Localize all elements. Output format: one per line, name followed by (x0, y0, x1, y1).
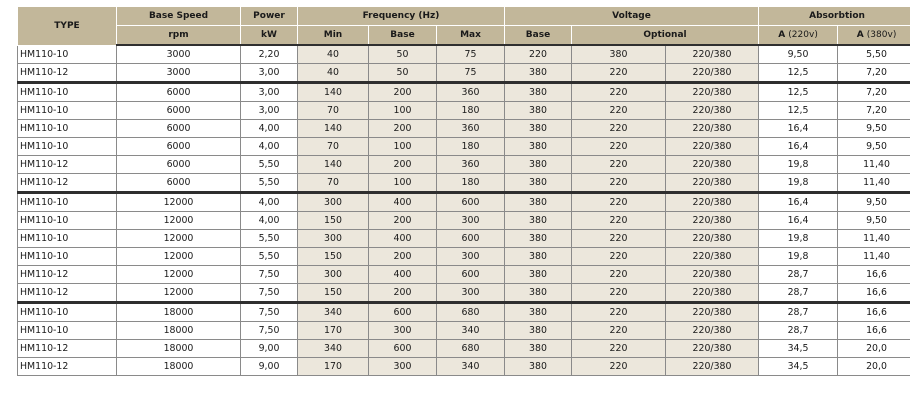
absorbtion-220-cell: 19,8 (759, 230, 838, 248)
absorbtion-380-cell: 9,50 (838, 212, 910, 230)
freq-base-cell: 400 (369, 230, 437, 248)
absorbtion-220-cell: 9,50 (759, 45, 838, 64)
power-cell: 5,50 (241, 248, 298, 266)
rpm-cell: 12000 (117, 193, 241, 212)
freq-max-cell: 300 (437, 284, 505, 303)
freq-base-cell: 50 (369, 45, 437, 64)
freq-base-cell: 200 (369, 248, 437, 266)
voltage-optional-cell: 220 (572, 138, 666, 156)
freq-base-cell: 100 (369, 174, 437, 193)
freq-max-cell: 360 (437, 120, 505, 138)
rpm-cell: 6000 (117, 102, 241, 120)
power-cell: 9,00 (241, 340, 298, 358)
freq-base-cell: 600 (369, 340, 437, 358)
table-row (18, 248, 910, 266)
voltage-optional-cell: 220 (572, 83, 666, 102)
freq-min-cell: 40 (298, 64, 369, 83)
freq-base-cell: 50 (369, 64, 437, 83)
type-cell: HM110-12 (18, 174, 117, 193)
power-cell: 7,50 (241, 303, 298, 322)
voltage-optional-cell: 220 (572, 322, 666, 340)
type-cell: HM110-12 (18, 340, 117, 358)
table-row (18, 212, 910, 230)
freq-base-cell: 100 (369, 138, 437, 156)
voltage-dual-cell: 220/380 (666, 303, 759, 322)
voltage-dual-cell: 220/380 (666, 248, 759, 266)
absorbtion-220-cell: 34,5 (759, 340, 838, 358)
absorbtion-380-cell: 20,0 (838, 340, 910, 358)
absorbtion-380-cell: 11,40 (838, 174, 910, 193)
voltage-dual-cell: 220/380 (666, 120, 759, 138)
voltage-base-cell: 380 (505, 340, 572, 358)
voltage-optional-header: Optional (572, 26, 759, 46)
absorbtion-380-cell: 7,20 (838, 83, 910, 102)
freq-base-cell: 200 (369, 212, 437, 230)
table-row (18, 340, 910, 358)
type-cell: HM110-12 (18, 358, 117, 376)
voltage-base-cell: 380 (505, 266, 572, 284)
voltage-base-cell: 380 (505, 322, 572, 340)
voltage-dual-cell: 220/380 (666, 193, 759, 212)
rpm-cell: 6000 (117, 120, 241, 138)
absorbtion-220-cell: 12,5 (759, 102, 838, 120)
rpm-cell: 6000 (117, 138, 241, 156)
absorbtion-220-cell: 19,8 (759, 156, 838, 174)
freq-base-cell: 100 (369, 102, 437, 120)
rpm-cell: 6000 (117, 156, 241, 174)
voltage-dual-cell: 220/380 (666, 340, 759, 358)
voltage-base-cell: 380 (505, 120, 572, 138)
absorbtion-380-cell: 11,40 (838, 248, 910, 266)
absorbtion-380-cell: 11,40 (838, 156, 910, 174)
volt-220-label: (220v) (788, 30, 818, 40)
freq-min-cell: 300 (298, 193, 369, 212)
freq-min-cell: 340 (298, 303, 369, 322)
freq-base-cell: 200 (369, 284, 437, 303)
rpm-cell: 12000 (117, 248, 241, 266)
freq-base-cell: 300 (369, 322, 437, 340)
freq-max-cell: 180 (437, 174, 505, 193)
power-header: Power (241, 7, 298, 26)
absorbtion-380-cell: 5,50 (838, 45, 910, 64)
table-row (18, 45, 910, 64)
rpm-cell: 18000 (117, 358, 241, 376)
voltage-optional-cell: 220 (572, 230, 666, 248)
type-cell: HM110-10 (18, 120, 117, 138)
type-cell: HM110-10 (18, 83, 117, 102)
amp-label: A (778, 30, 786, 40)
absorbtion-380-cell: 16,6 (838, 284, 910, 303)
absorbtion-380-cell: 16,6 (838, 303, 910, 322)
voltage-dual-cell: 220/380 (666, 284, 759, 303)
voltage-optional-cell: 220 (572, 102, 666, 120)
rpm-cell: 3000 (117, 45, 241, 64)
freq-min-cell: 140 (298, 83, 369, 102)
freq-min-cell: 170 (298, 322, 369, 340)
type-cell: HM110-10 (18, 248, 117, 266)
voltage-dual-cell: 220/380 (666, 138, 759, 156)
absorbtion-220-header (759, 26, 838, 46)
absorbtion-380-cell: 9,50 (838, 138, 910, 156)
voltage-dual-cell: 220/380 (666, 230, 759, 248)
absorbtion-380-cell: 7,20 (838, 102, 910, 120)
absorbtion-header: Absorbtion (759, 7, 910, 26)
absorbtion-220-cell: 28,7 (759, 322, 838, 340)
absorbtion-220-cell: 19,8 (759, 248, 838, 266)
table-row (18, 322, 910, 340)
power-cell: 2,20 (241, 45, 298, 64)
table-body (18, 45, 910, 376)
freq-base-header: Base (369, 26, 437, 46)
absorbtion-220-cell: 28,7 (759, 284, 838, 303)
type-cell: HM110-10 (18, 102, 117, 120)
voltage-base-cell: 380 (505, 284, 572, 303)
freq-max-cell: 600 (437, 193, 505, 212)
voltage-dual-cell: 220/380 (666, 64, 759, 83)
absorbtion-220-cell: 28,7 (759, 266, 838, 284)
voltage-optional-cell: 220 (572, 248, 666, 266)
freq-min-cell: 300 (298, 266, 369, 284)
amp-label: A (856, 30, 864, 40)
freq-max-cell: 360 (437, 156, 505, 174)
table-row (18, 102, 910, 120)
freq-min-cell: 300 (298, 230, 369, 248)
power-cell: 4,00 (241, 138, 298, 156)
rpm-cell: 12000 (117, 212, 241, 230)
volt-380-label: (380v) (866, 30, 897, 40)
freq-min-cell: 70 (298, 174, 369, 193)
voltage-dual-cell: 220/380 (666, 322, 759, 340)
type-cell: HM110-12 (18, 266, 117, 284)
freq-max-cell: 340 (437, 358, 505, 376)
freq-max-cell: 300 (437, 248, 505, 266)
voltage-base-cell: 380 (505, 138, 572, 156)
power-cell: 9,00 (241, 358, 298, 376)
absorbtion-220-cell: 16,4 (759, 193, 838, 212)
freq-min-cell: 340 (298, 340, 369, 358)
rpm-cell: 3000 (117, 64, 241, 83)
freq-max-cell: 180 (437, 102, 505, 120)
table-row (18, 230, 910, 248)
absorbtion-220-cell: 34,5 (759, 358, 838, 376)
voltage-base-cell: 380 (505, 230, 572, 248)
table-header (18, 7, 910, 46)
absorbtion-220-cell: 16,4 (759, 138, 838, 156)
power-cell: 5,50 (241, 174, 298, 193)
freq-base-cell: 400 (369, 266, 437, 284)
voltage-optional-cell: 220 (572, 340, 666, 358)
voltage-optional-cell: 220 (572, 303, 666, 322)
table-row (18, 83, 910, 102)
type-cell: HM110-10 (18, 230, 117, 248)
rpm-cell: 18000 (117, 303, 241, 322)
rpm-cell: 6000 (117, 174, 241, 193)
header-row-top (18, 7, 910, 26)
freq-base-cell: 200 (369, 156, 437, 174)
absorbtion-380-cell: 16,6 (838, 266, 910, 284)
freq-base-cell: 300 (369, 358, 437, 376)
type-cell: HM110-12 (18, 284, 117, 303)
freq-max-header: Max (437, 26, 505, 46)
voltage-base-cell: 380 (505, 174, 572, 193)
freq-min-cell: 70 (298, 102, 369, 120)
header-row-sub (18, 26, 910, 46)
absorbtion-380-cell: 9,50 (838, 120, 910, 138)
absorbtion-380-cell: 20,0 (838, 358, 910, 376)
type-cell: HM110-10 (18, 193, 117, 212)
voltage-dual-cell: 220/380 (666, 45, 759, 64)
table-row (18, 174, 910, 193)
freq-base-cell: 200 (369, 83, 437, 102)
absorbtion-380-header (838, 26, 910, 46)
absorbtion-220-cell: 12,5 (759, 83, 838, 102)
table-row (18, 120, 910, 138)
freq-max-cell: 600 (437, 230, 505, 248)
freq-base-cell: 600 (369, 303, 437, 322)
voltage-dual-cell: 220/380 (666, 212, 759, 230)
voltage-optional-cell: 220 (572, 284, 666, 303)
absorbtion-380-cell: 9,50 (838, 193, 910, 212)
voltage-dual-cell: 220/380 (666, 358, 759, 376)
freq-min-cell: 40 (298, 45, 369, 64)
power-cell: 7,50 (241, 322, 298, 340)
voltage-optional-cell: 220 (572, 193, 666, 212)
freq-max-cell: 75 (437, 45, 505, 64)
type-cell: HM110-12 (18, 156, 117, 174)
absorbtion-380-cell: 11,40 (838, 230, 910, 248)
freq-max-cell: 680 (437, 303, 505, 322)
absorbtion-380-cell: 16,6 (838, 322, 910, 340)
rpm-cell: 12000 (117, 284, 241, 303)
freq-base-cell: 400 (369, 193, 437, 212)
absorbtion-220-cell: 16,4 (759, 120, 838, 138)
freq-max-cell: 340 (437, 322, 505, 340)
power-cell: 3,00 (241, 83, 298, 102)
freq-min-cell: 150 (298, 284, 369, 303)
voltage-optional-cell: 220 (572, 120, 666, 138)
voltage-dual-cell: 220/380 (666, 156, 759, 174)
voltage-base-cell: 380 (505, 248, 572, 266)
voltage-optional-cell: 220 (572, 156, 666, 174)
freq-max-cell: 300 (437, 212, 505, 230)
freq-min-header: Min (298, 26, 369, 46)
table-row (18, 64, 910, 83)
freq-max-cell: 180 (437, 138, 505, 156)
type-cell: HM110-10 (18, 45, 117, 64)
freq-min-cell: 170 (298, 358, 369, 376)
freq-min-cell: 150 (298, 248, 369, 266)
power-cell: 3,00 (241, 64, 298, 83)
type-cell: HM110-10 (18, 212, 117, 230)
absorbtion-380-cell: 7,20 (838, 64, 910, 83)
voltage-optional-cell: 220 (572, 266, 666, 284)
freq-min-cell: 150 (298, 212, 369, 230)
type-cell: HM110-12 (18, 64, 117, 83)
table-row (18, 284, 910, 303)
voltage-dual-cell: 220/380 (666, 83, 759, 102)
voltage-dual-cell: 220/380 (666, 266, 759, 284)
power-cell: 4,00 (241, 212, 298, 230)
absorbtion-220-cell: 12,5 (759, 64, 838, 83)
freq-max-cell: 75 (437, 64, 505, 83)
type-cell: HM110-10 (18, 322, 117, 340)
voltage-base-cell: 380 (505, 83, 572, 102)
freq-min-cell: 140 (298, 156, 369, 174)
power-cell: 5,50 (241, 156, 298, 174)
type-header: TYPE (18, 7, 117, 46)
table-row (18, 303, 910, 322)
power-cell: 5,50 (241, 230, 298, 248)
absorbtion-220-cell: 16,4 (759, 212, 838, 230)
voltage-optional-cell: 220 (572, 64, 666, 83)
voltage-dual-cell: 220/380 (666, 102, 759, 120)
table-row (18, 193, 910, 212)
rpm-cell: 18000 (117, 340, 241, 358)
frequency-header: Frequency (Hz) (298, 7, 505, 26)
type-cell: HM110-10 (18, 303, 117, 322)
rpm-cell: 18000 (117, 322, 241, 340)
rpm-cell: 12000 (117, 266, 241, 284)
table-row (18, 266, 910, 284)
power-cell: 4,00 (241, 120, 298, 138)
type-cell: HM110-10 (18, 138, 117, 156)
voltage-base-cell: 220 (505, 45, 572, 64)
freq-max-cell: 680 (437, 340, 505, 358)
voltage-base-cell: 380 (505, 156, 572, 174)
voltage-optional-cell: 220 (572, 174, 666, 193)
absorbtion-220-cell: 19,8 (759, 174, 838, 193)
voltage-base-cell: 380 (505, 358, 572, 376)
voltage-base-header: Base (505, 26, 572, 46)
table-row (18, 138, 910, 156)
voltage-base-cell: 380 (505, 193, 572, 212)
power-cell: 7,50 (241, 266, 298, 284)
table-row (18, 358, 910, 376)
base-speed-header: Base Speed (117, 7, 241, 26)
power-cell: 3,00 (241, 102, 298, 120)
voltage-optional-cell: 220 (572, 358, 666, 376)
table-row (18, 156, 910, 174)
voltage-base-cell: 380 (505, 212, 572, 230)
voltage-base-cell: 380 (505, 303, 572, 322)
rpm-cell: 6000 (117, 83, 241, 102)
motor-spec-table (17, 6, 910, 376)
voltage-base-cell: 380 (505, 102, 572, 120)
voltage-optional-cell: 220 (572, 212, 666, 230)
voltage-base-cell: 380 (505, 64, 572, 83)
power-cell: 7,50 (241, 284, 298, 303)
rpm-cell: 12000 (117, 230, 241, 248)
freq-max-cell: 360 (437, 83, 505, 102)
rpm-header: rpm (117, 26, 241, 46)
kw-header: kW (241, 26, 298, 46)
voltage-dual-cell: 220/380 (666, 174, 759, 193)
absorbtion-220-cell: 28,7 (759, 303, 838, 322)
freq-min-cell: 140 (298, 120, 369, 138)
freq-max-cell: 600 (437, 266, 505, 284)
voltage-header: Voltage (505, 7, 759, 26)
power-cell: 4,00 (241, 193, 298, 212)
freq-min-cell: 70 (298, 138, 369, 156)
freq-base-cell: 200 (369, 120, 437, 138)
voltage-optional-cell: 380 (572, 45, 666, 64)
